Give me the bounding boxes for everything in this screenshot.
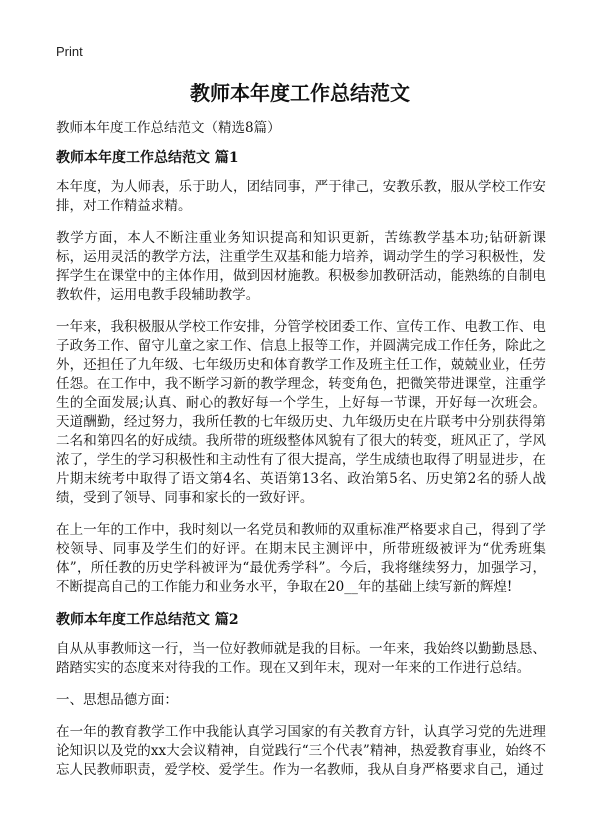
paragraph: 一、思想品德方面：	[56, 692, 178, 708]
paragraph: 在一年的教育教学工作中我能认真学习国家的有关教育方针，认真学习党的先进理论知识以及党的xx大会议精神，自觉践行“三个代表”精神，热爱教育事业，始终不忘人民教师职责，爱学校、爱学生。作为一名教师，我从自身严格要求自己，通过	[56, 724, 546, 778]
paragraph: 在上一年的工作中，我时刻以一名党员和教师的双重标准严格要求自己，得到了学校领导、同事及学生们的好评。在期末民主测评中，所带班级被评为“优秀班集体”，所任教的历史学科被评为“最优秀学科”。今后，我将继续努力，加强学习，不断提高自己的工作能力和业务水平，争取在20__年的基础上续写新的辉煌!	[56, 522, 546, 595]
page-title: 教师本年度工作总结范文	[190, 81, 410, 105]
section-2	[56, 610, 546, 780]
paragraph: 本年度，为人师表，乐于助人，团结同事，严于律己，安教乐教，服从学校工作安排，对工作精益求精。	[56, 179, 546, 214]
document-body	[56, 118, 546, 793]
section-heading: 教师本年度工作总结范文 篇1	[56, 150, 239, 166]
paragraph: 一年来，我积极服从学校工作安排，分管学校团委工作、宣传工作、电教工作、电子政务工作、留守儿童之家工作、信息上报等工作，并圆满完成工作任务，除此之外，还担任了九年级、七年级历史和体育教学工作及班主任工作，兢兢业业，任劳任怨。在工作中，我不断学习新的教学理念，转变角色，把微笑带进课堂，注重学生的全面发展;认真、耐心的教好每一个学生，上好每一节课，开好每一次班会。天道酬勤，经过努力，我所任教的七年级历史、九年级历史在片联考中分别获得第二名和第四名的好成绩。我所带的班级整体风貌有了很大的转变，班风正了，学风浓了，学生的学习积极性和主动性有了很大提高，学生成绩也取得了明显进步，在片期末统考中取得了语文第4名、英语第13名、政治第5名、历史第2名的骄人战绩，受到了领导、同事和家长的一致好评。	[56, 319, 546, 506]
paragraph: 教学方面，本人不断注重业务知识提高和知识更新，苦练教学基本功;钻研新课标，运用灵活的教学方法，注重学生双基和能力培养，调动学生的学习积极性，发挥学生在课堂中的主体作用，做到因材施教。积极参加教研活动，能熟练的自制电教软件，运用电教手段辅助教学。	[56, 230, 546, 303]
document-subtitle: 教师本年度工作总结范文（精选8篇）	[56, 120, 281, 136]
print-link[interactable]: Print	[56, 44, 83, 59]
section-heading: 教师本年度工作总结范文 篇2	[56, 612, 239, 628]
section-1	[56, 148, 546, 597]
paragraph: 自从从事教师这一行，当一位好教师就是我的目标。一年来，我始终以勤勤恳恳、踏踏实实的态度来对待我的工作。现在又到年末，现对一年来的工作进行总结。	[56, 641, 546, 676]
